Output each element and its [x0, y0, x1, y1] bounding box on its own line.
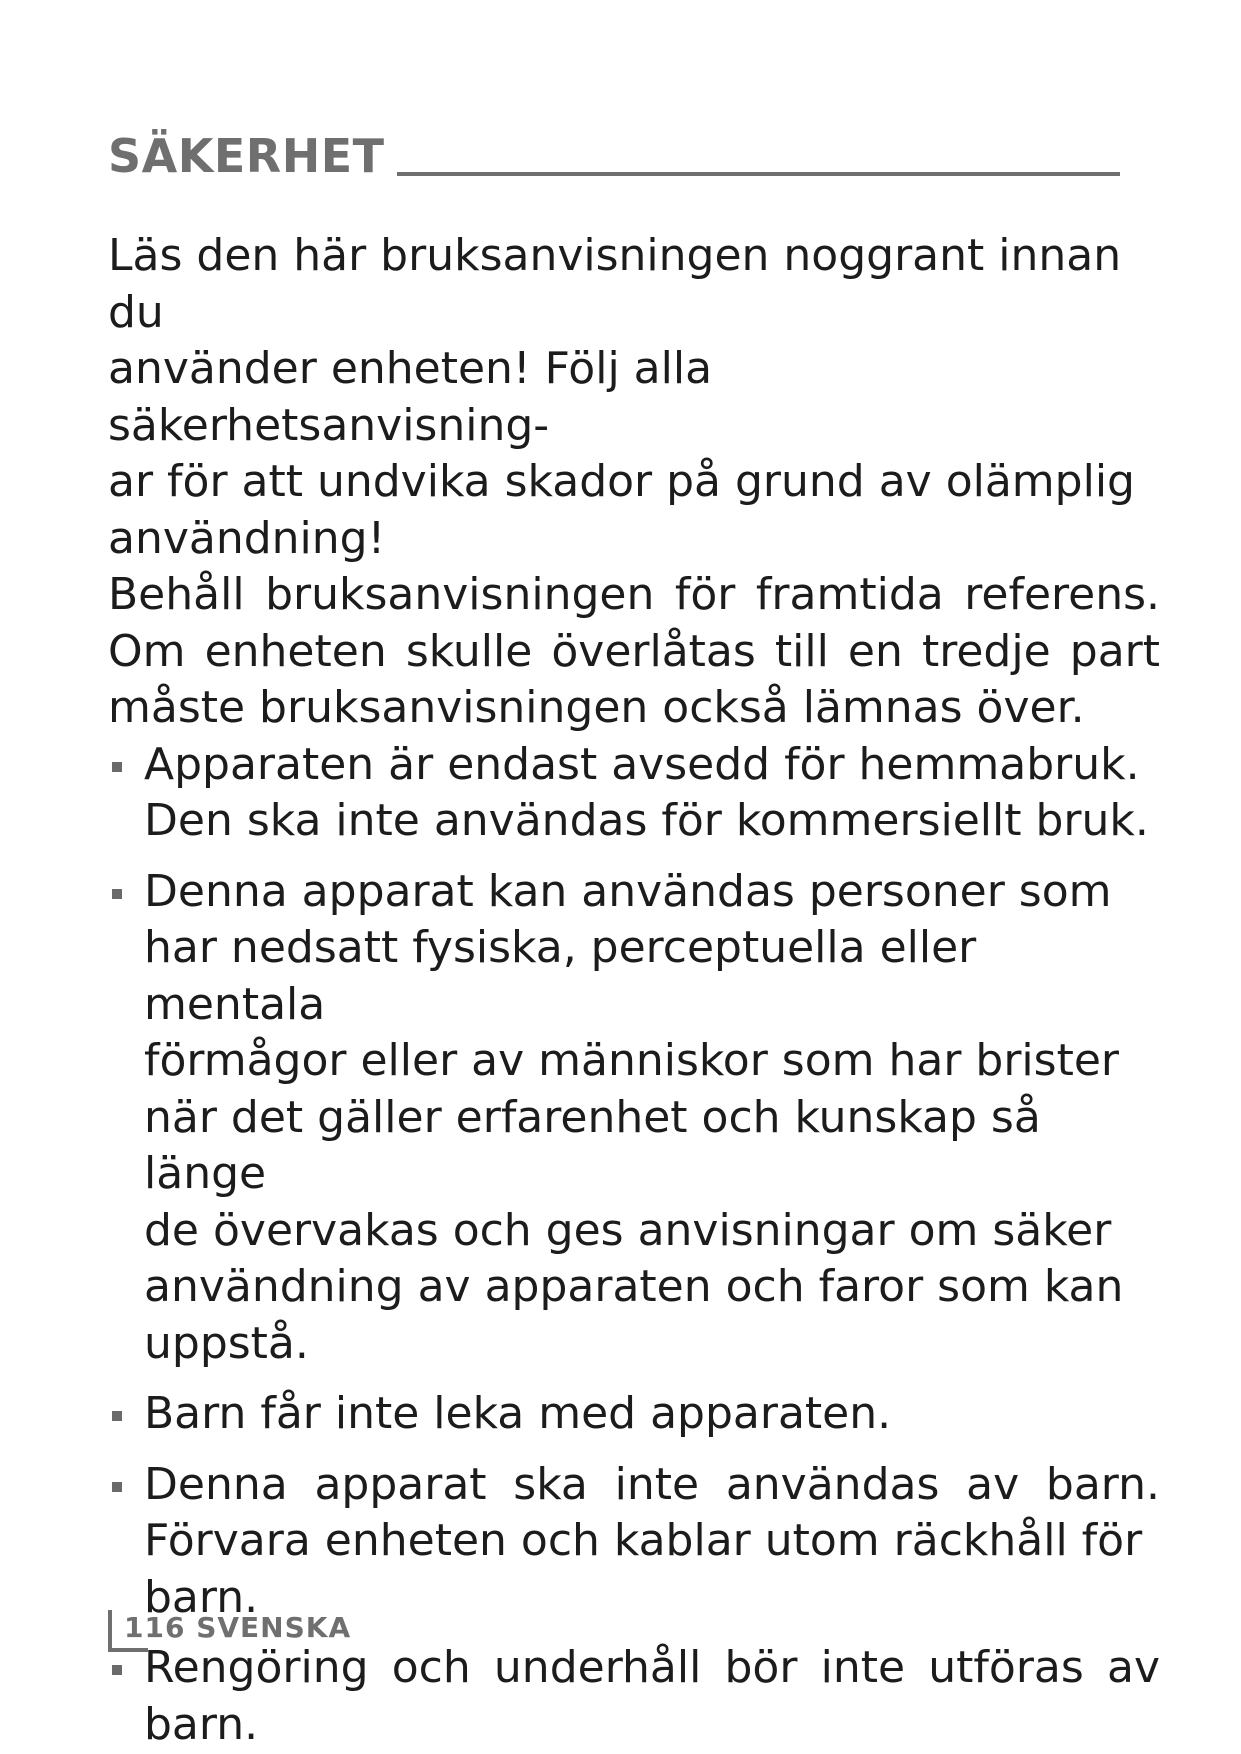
keep-line: måste bruksanvisningen också lämnas över. — [108, 682, 1085, 733]
list-item-line: Rengöring och underhåll bör inte utföras av — [144, 1642, 1160, 1693]
list-item-line: Barn får inte leka med apparaten. — [144, 1388, 892, 1439]
bullet-square-icon — [112, 1665, 122, 1675]
list-item-line: användning av apparaten och faror som kan — [144, 1261, 1124, 1312]
safety-list — [108, 737, 1160, 1754]
intro-line: Läs den här bruksanvisningen noggrant innan du — [108, 230, 1122, 338]
section-heading: SÄKERHET — [108, 129, 385, 183]
list-item-line: Denna apparat ska inte användas av barn. — [144, 1458, 1160, 1510]
list-item-line: barn. — [144, 1571, 259, 1623]
intro-line: ar för att undvika skador på grund av olämplig — [108, 456, 1135, 507]
intro-line: användning! — [108, 512, 386, 564]
list-item — [108, 1640, 1160, 1753]
list-item-line: när det gäller erfarenhet och kunskap så länge — [144, 1091, 1041, 1199]
page-number: 116 — [124, 1611, 186, 1644]
list-item-line: har nedsatt fysiska, perceptuella eller mentala — [144, 922, 977, 1030]
list-item — [108, 737, 1160, 850]
section-heading-row — [108, 128, 1120, 184]
bullet-square-icon — [112, 1411, 122, 1421]
heading-rule — [397, 172, 1120, 176]
list-item-line: Förvara enheten och kablar utom räckhåll för — [144, 1515, 1143, 1566]
list-item-line: Den ska inte användas för kommersiellt bruk. — [144, 795, 1149, 846]
list-item-line: Apparaten är endast avsedd för hemmabruk. — [144, 738, 1140, 790]
footer-language: SVENSKA — [196, 1611, 352, 1644]
list-item-line: uppstå. — [144, 1317, 309, 1369]
keep-line: Behåll bruksanvisningen för framtida referens. — [108, 569, 1160, 620]
bullet-square-icon — [112, 1482, 122, 1492]
intro-line: använder enheten! Följ alla säkerhetsanvisning- — [108, 343, 713, 451]
list-item — [108, 1457, 1160, 1627]
list-item-line: Denna apparat kan användas personer som — [144, 865, 1112, 917]
keep-line: Om enheten skulle överlåtas till en tredje part — [108, 625, 1160, 677]
bullet-square-icon — [112, 762, 122, 772]
intro-paragraph — [108, 228, 1160, 567]
list-item-line: barn. — [144, 1698, 259, 1750]
content — [108, 228, 1160, 1753]
list-item — [108, 864, 1160, 1373]
footer-label — [116, 1610, 351, 1646]
keep-manual-paragraph — [108, 567, 1160, 737]
page-footer — [108, 1610, 351, 1652]
list-item — [108, 1386, 1160, 1443]
list-item-line: de övervakas och ges anvisningar om säker — [144, 1204, 1112, 1256]
list-item-line: förmågor eller av människor som har brister — [144, 1035, 1119, 1086]
bullet-square-icon — [112, 889, 122, 899]
